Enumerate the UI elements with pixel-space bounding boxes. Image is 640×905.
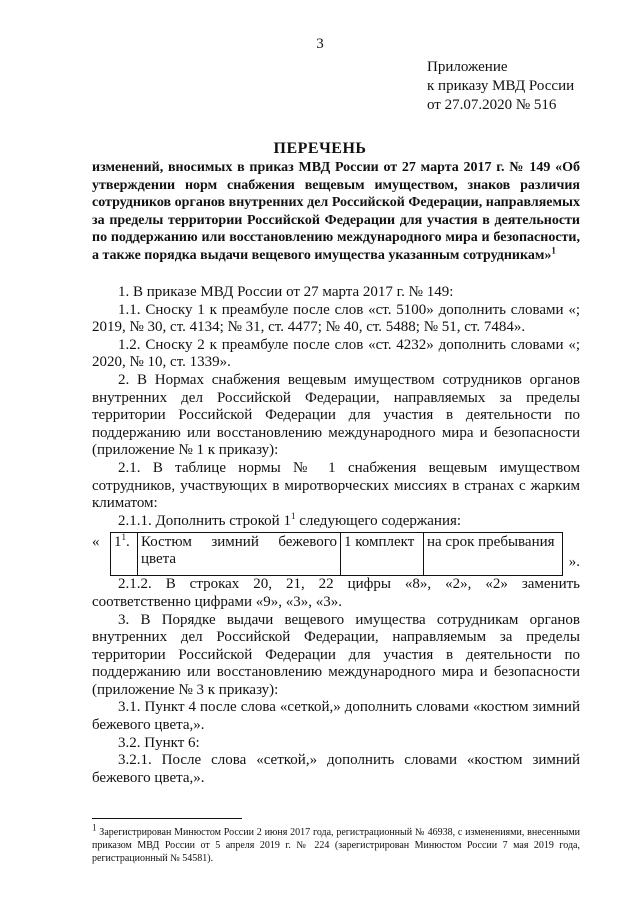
- paragraph-1-2: 1.2. Сноску 2 к преамбуле после слов «ст. 4232» дополнить словами «; 2020, № 10, ст. 1339».: [92, 336, 580, 371]
- paragraph-2: 2. В Нормах снабжения вещевым имуществом сотрудников органов внутренних дел Российской Федерации, направляемых за пределы территории Российской Федерации для участия в деятельности по поддержанию или восстановлению международного мира и безопасности (приложение № 1 к приказу):: [92, 371, 580, 459]
- paragraph-3: 3. В Порядке выдачи вещевого имущества сотрудникам органов внутренних дел Российской Федерации, направляемым за пределы территории Российской Федерации для участия в деятельности по поддержанию или восстановлению международного мира и безопасности (приложение № 3 к приказу):: [92, 611, 580, 698]
- page-number: 3: [316, 36, 324, 52]
- paragraph-3-2-1: 3.2.1. После слова «сеткой,» дополнить словами «костюм зимний бежевого цвета,».: [92, 752, 580, 786]
- paragraph-2-1-1-start: 2.1.1. Дополнить строкой 1: [118, 512, 291, 529]
- paragraph-3-1: 3.1. Пункт 4 после слова «сеткой,» дополнить словами «костюм зимний бежевого цвета,».: [92, 699, 580, 734]
- appendix-line-3: от 27.07.2020 № 516: [427, 97, 557, 113]
- paragraph-2-1-1-sup: 1: [290, 510, 296, 521]
- inserted-table-block: [92, 530, 580, 576]
- document-title: ПЕРЕЧЕНЬ: [273, 140, 367, 157]
- paragraph-2-1-1-end: следующего содержания:: [295, 512, 462, 529]
- row-number-sup: 1: [121, 532, 126, 543]
- paragraph-2-1-1: [92, 510, 580, 531]
- appendix-line-2: к приказу МВД России: [427, 78, 575, 94]
- footnote-divider: [92, 818, 242, 819]
- subtitle-text: изменений, вносимых в приказ МВД России от 27 марта 2017 г. № 149 «Об утверждении норм снабжения вещевым имуществом, знаков различия сотрудников органов внутренних дел Российской Федерации, направляемых за пределы территории Российской Федерации для участия в деятельности по поддержанию или восстановлению международного мира и безопасности, а также порядка выдачи вещевого имущества указанным сотрудникам»: [92, 160, 580, 263]
- table-quote-open: «: [92, 534, 100, 551]
- norms-table: [110, 532, 563, 576]
- row-number-suffix: .: [126, 534, 130, 551]
- paragraph-2-1: 2.1. В таблице нормы № 1 снабжения вещевым имуществом сотрудников, участвующих в миротворческих миссиях в странах с жарким климатом:: [92, 459, 580, 512]
- paragraph-3-2: 3.2. Пункт 6:: [118, 734, 200, 751]
- appendix-line-1: Приложение: [427, 59, 508, 75]
- paragraph-1-1: 1.1. Сноску 1 к преамбуле после слов «ст. 5100» дополнить словами «; 2019, № 30, ст. 4134; № 31, ст. 4477; № 40, ст. 5488; № 51, ст. 7484».: [92, 301, 580, 336]
- table-cell-number: [111, 533, 138, 576]
- table-cell-item: Костюм зимний бежевого цвета: [138, 533, 341, 576]
- table-cell-term: на срок пребывания: [424, 533, 563, 576]
- subtitle-footnote-mark: 1: [551, 244, 556, 255]
- document-body: [92, 284, 580, 787]
- paragraph-2-1-2: 2.1.2. В строках 20, 21, 22 цифры «8», «2», «2» заменить соответственно цифрами «9», «3», «3».: [92, 576, 580, 610]
- footnote: [92, 822, 580, 865]
- table-quote-close: ».: [568, 554, 580, 571]
- row-number: 1: [114, 534, 122, 551]
- footnote-text: Зарегистрирован Минюстом России 2 июня 2017 года, регистрационный № 46938, с изменениями, внесенными приказом МВД России от 5 апреля 2019 г. № 224 (зарегистрирован Минюстом России 7 мая 2019 года, регистрационный № 54581).: [92, 827, 580, 864]
- paragraph-1: 1. В приказе МВД России от 27 марта 2017 г. № 149:: [118, 284, 454, 300]
- document-subtitle: [92, 159, 580, 264]
- table-cell-quantity: 1 комплект: [341, 533, 424, 576]
- table-row: [111, 533, 563, 576]
- appendix-block: [427, 58, 574, 115]
- footnote-mark: 1: [92, 822, 97, 833]
